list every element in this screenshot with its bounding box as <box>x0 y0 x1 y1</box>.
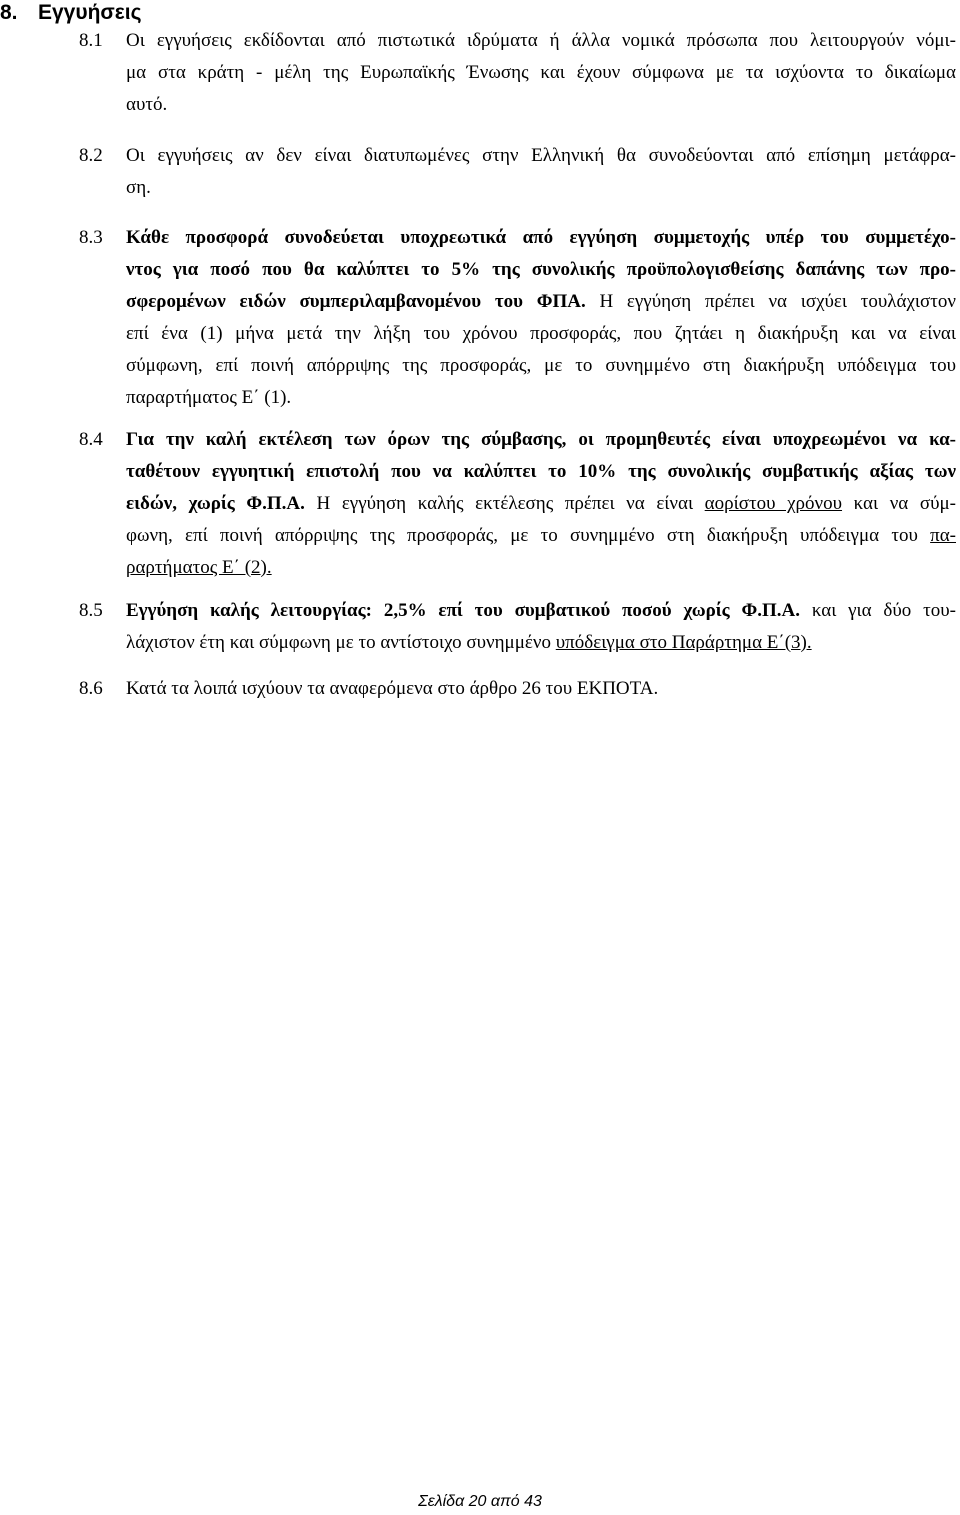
text-line <box>126 350 956 382</box>
paragraph-8-3 <box>79 222 956 414</box>
text-segment: αυτό. <box>126 94 168 115</box>
text-line <box>126 424 956 456</box>
text-segment: παραρτήματος Ε΄ (1). <box>126 387 292 408</box>
section-heading <box>0 0 142 26</box>
text-segment: Η εγγύηση καλής εκτέλεσης πρέπει να είναι <box>304 493 705 514</box>
text-line <box>126 172 956 204</box>
text-line <box>126 89 956 121</box>
text-line <box>126 520 956 552</box>
text-segment: Κατά τα λοιπά ισχύουν τα αναφερόμενα στο άρθρο 26 του ΕΚΠΟΤΑ. <box>126 678 659 699</box>
text-line <box>126 382 956 414</box>
bold-text: ταθέτουν εγγυητική επιστολή που να καλύπτει το 10% της συνολικής συμβατικής αξίας των <box>126 461 956 482</box>
paragraph-body <box>126 25 956 121</box>
bold-text: ειδών, χωρίς Φ.Π.Α. <box>126 493 305 514</box>
underlined-text: υπόδειγμα στο Παράρτημα Ε΄(3). <box>555 632 812 653</box>
text-segment: επί ένα (1) μήνα μετά την λήξη του χρόνου προσφοράς, που ζητάει η διακήρυξη και να είναι <box>126 323 956 344</box>
bold-text: Εγγύηση καλής λειτουργίας: 2,5% επί του συμβατικού ποσού χωρίς Φ.Π.Α. <box>126 600 800 621</box>
text-segment: φωνη, επί ποινή απόρριψης της προσφοράς, με το συνημμένο στη διακήρυξη υπόδειγμα του <box>126 525 931 546</box>
text-line <box>126 552 956 584</box>
bold-text: ντος για ποσό που θα καλύπτει το 5% της συνολικής προϋπολογισθείσης δαπάνης των προ- <box>126 259 956 280</box>
text-line <box>126 488 956 520</box>
text-segment: σύμφωνη, επί ποινή απόρριψης της προσφοράς, με το συνημμένο στη διακήρυξη υπόδειγμα του <box>126 355 956 376</box>
paragraph-number: 8.2 <box>79 145 103 166</box>
paragraph-8-6 <box>79 673 956 705</box>
paragraph-number: 8.6 <box>79 678 103 699</box>
paragraph-body <box>126 140 956 204</box>
bold-text: σφερομένων ειδών συμπεριλαμβανομένου του ΦΠΑ. <box>126 291 586 312</box>
text-segment: μα στα κράτη - μέλη της Ευρωπαϊκής Ένωσης και έχουν σύμφωνα με τα ισχύοντα το δικαίωμα <box>126 62 956 83</box>
paragraph-number: 8.1 <box>79 30 103 51</box>
paragraph-number: 8.5 <box>79 600 103 621</box>
text-line <box>126 627 956 659</box>
text-segment: Η εγγύηση πρέπει να ισχύει τουλάχιστον <box>585 291 956 312</box>
text-segment: ση. <box>126 177 151 198</box>
section-number: 8. <box>0 1 18 24</box>
text-line <box>126 286 956 318</box>
paragraph-body <box>126 222 956 414</box>
bold-text: Κάθε προσφορά συνοδεύεται υποχρεωτικά από εγγύηση συμμετοχής υπέρ του συμμετέχο- <box>126 227 956 248</box>
text-line <box>126 254 956 286</box>
bold-text: Για την καλή εκτέλεση των όρων της σύμβασης, οι προμηθευτές είναι υποχρεωμένοι να κα- <box>126 429 956 450</box>
text-line <box>126 318 956 350</box>
paragraph-number: 8.3 <box>79 227 103 248</box>
text-line <box>126 673 956 705</box>
page-footer: Σελίδα 20 από 43 <box>418 1493 542 1510</box>
underlined-text: αορίστου χρόνου <box>704 493 843 514</box>
text-segment: λάχιστον έτη και σύμφωνη με το αντίστοιχο συνημμένο <box>126 632 556 653</box>
paragraph-8-4 <box>79 424 956 584</box>
paragraph-body <box>126 595 956 659</box>
text-segment: Οι εγγυήσεις εκδίδονται από πιστωτικά ιδρύματα ή άλλα νομικά πρόσωπα που λειτουργούν νόμι- <box>126 30 956 51</box>
section-title: Εγγυήσεις <box>38 1 142 24</box>
paragraph-body <box>126 424 956 584</box>
underlined-text: πα- <box>930 525 956 546</box>
text-line <box>126 222 956 254</box>
text-line <box>126 140 956 172</box>
text-line <box>126 456 956 488</box>
text-segment: Οι εγγυήσεις αν δεν είναι διατυπωμένες στην Ελληνική θα συνοδεύονται από επίσημη μετάφρα- <box>126 145 956 166</box>
underlined-text: ραρτήματος Ε΄ (2). <box>126 557 272 578</box>
text-line <box>126 57 956 89</box>
paragraph-8-1 <box>79 25 956 121</box>
text-segment: και για δύο του- <box>800 600 956 621</box>
text-segment: και να σύμ- <box>842 493 957 514</box>
paragraph-body <box>126 673 956 705</box>
text-line <box>126 25 956 57</box>
paragraph-8-2 <box>79 140 956 204</box>
paragraph-number: 8.4 <box>79 429 103 450</box>
text-line <box>126 595 956 627</box>
paragraph-8-5 <box>79 595 956 659</box>
